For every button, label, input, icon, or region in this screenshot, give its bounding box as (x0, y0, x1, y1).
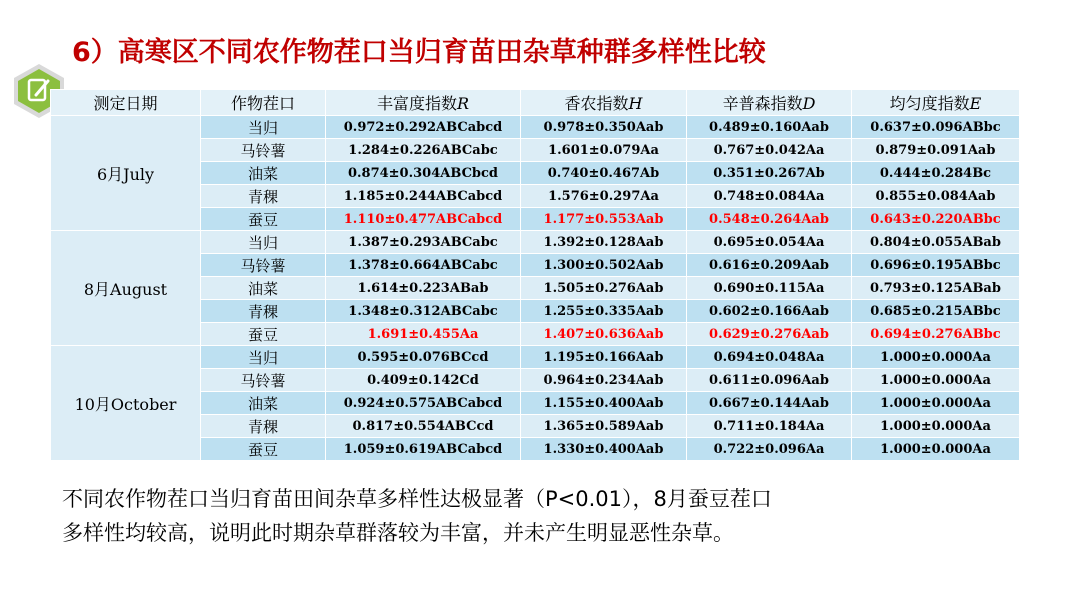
simpson-cell: 0.667±0.144Aab (687, 392, 852, 415)
simpson-cell: 0.351±0.267Ab (687, 162, 852, 185)
crop-cell: 油菜 (201, 277, 326, 300)
simpson-cell: 0.611±0.096Aab (687, 369, 852, 392)
shannon-cell: 1.155±0.400Aab (521, 392, 687, 415)
richness-cell: 0.409±0.142Cd (326, 369, 521, 392)
evenness-cell: 1.000±0.000Aa (852, 392, 1020, 415)
richness-cell: 1.284±0.226ABCabc (326, 139, 521, 162)
date-cell: 10月October (51, 346, 201, 461)
table-row (51, 346, 1020, 369)
simpson-cell: 0.722±0.096Aa (687, 438, 852, 461)
shannon-cell: 1.177±0.553Aab (521, 208, 687, 231)
evenness-cell: 1.000±0.000Aa (852, 369, 1020, 392)
richness-cell: 0.595±0.076BCcd (326, 346, 521, 369)
conclusion-text (62, 482, 1022, 550)
evenness-cell: 0.855±0.084Aab (852, 185, 1020, 208)
richness-cell: 0.874±0.304ABCbcd (326, 162, 521, 185)
shannon-cell: 1.407±0.636Aab (521, 323, 687, 346)
evenness-cell: 1.000±0.000Aa (852, 346, 1020, 369)
simpson-cell: 0.489±0.160Aab (687, 116, 852, 139)
header-crop: 作物茬口 (201, 90, 326, 116)
date-cell: 6月July (51, 116, 201, 231)
evenness-cell: 0.685±0.215ABbc (852, 300, 1020, 323)
conclusion-line-1: 不同农作物茬口当归育苗田间杂草多样性达极显著（P<0.01），8月蚕豆茬口 (62, 487, 772, 511)
crop-cell: 油菜 (201, 392, 326, 415)
crop-cell: 马铃薯 (201, 254, 326, 277)
richness-cell: 1.387±0.293ABCabc (326, 231, 521, 254)
date-cell: 8月August (51, 231, 201, 346)
crop-cell: 青稞 (201, 185, 326, 208)
simpson-cell: 0.602±0.166Aab (687, 300, 852, 323)
header-shannon: 香农指数H (521, 90, 687, 116)
shannon-cell: 1.300±0.502Aab (521, 254, 687, 277)
evenness-cell: 0.804±0.055ABab (852, 231, 1020, 254)
crop-cell: 青稞 (201, 415, 326, 438)
header-simpson: 辛普森指数D (687, 90, 852, 116)
richness-cell: 1.059±0.619ABCabcd (326, 438, 521, 461)
diversity-table (50, 89, 1020, 461)
evenness-cell: 0.696±0.195ABbc (852, 254, 1020, 277)
evenness-cell: 0.444±0.284Bc (852, 162, 1020, 185)
evenness-cell: 0.637±0.096ABbc (852, 116, 1020, 139)
header-evenness: 均匀度指数E (852, 90, 1020, 116)
simpson-cell: 0.748±0.084Aa (687, 185, 852, 208)
richness-cell: 1.378±0.664ABCabc (326, 254, 521, 277)
simpson-cell: 0.548±0.264Aab (687, 208, 852, 231)
richness-cell: 1.110±0.477ABCabcd (326, 208, 521, 231)
shannon-cell: 0.978±0.350Aab (521, 116, 687, 139)
table-row (51, 231, 1020, 254)
crop-cell: 油菜 (201, 162, 326, 185)
simpson-cell: 0.767±0.042Aa (687, 139, 852, 162)
richness-cell: 0.817±0.554ABCcd (326, 415, 521, 438)
shannon-cell: 1.392±0.128Aab (521, 231, 687, 254)
shannon-cell: 0.740±0.467Ab (521, 162, 687, 185)
crop-cell: 蚕豆 (201, 208, 326, 231)
richness-cell: 1.348±0.312ABCabc (326, 300, 521, 323)
shannon-cell: 1.330±0.400Aab (521, 438, 687, 461)
richness-cell: 1.185±0.244ABCabcd (326, 185, 521, 208)
crop-cell: 青稞 (201, 300, 326, 323)
shannon-cell: 1.505±0.276Aab (521, 277, 687, 300)
shannon-cell: 1.195±0.166Aab (521, 346, 687, 369)
simpson-cell: 0.711±0.184Aa (687, 415, 852, 438)
shannon-cell: 1.255±0.335Aab (521, 300, 687, 323)
header-date: 测定日期 (51, 90, 201, 116)
simpson-cell: 0.616±0.209Aab (687, 254, 852, 277)
simpson-cell: 0.695±0.054Aa (687, 231, 852, 254)
evenness-cell: 0.793±0.125ABab (852, 277, 1020, 300)
richness-cell: 1.614±0.223ABab (326, 277, 521, 300)
richness-cell: 0.972±0.292ABCabcd (326, 116, 521, 139)
crop-cell: 马铃薯 (201, 369, 326, 392)
shannon-cell: 1.365±0.589Aab (521, 415, 687, 438)
richness-cell: 0.924±0.575ABCabcd (326, 392, 521, 415)
crop-cell: 蚕豆 (201, 323, 326, 346)
table-header-row (51, 90, 1020, 116)
crop-cell: 蚕豆 (201, 438, 326, 461)
evenness-cell: 1.000±0.000Aa (852, 415, 1020, 438)
conclusion-line-2: 多样性均较高，说明此时期杂草群落较为丰富，并未产生明显恶性杂草。 (62, 521, 734, 545)
shannon-cell: 1.601±0.079Aa (521, 139, 687, 162)
crop-cell: 当归 (201, 346, 326, 369)
shannon-cell: 1.576±0.297Aa (521, 185, 687, 208)
shannon-cell: 0.964±0.234Aab (521, 369, 687, 392)
evenness-cell: 0.879±0.091Aab (852, 139, 1020, 162)
simpson-cell: 0.629±0.276Aab (687, 323, 852, 346)
slide-title: 6）高寒区不同农作物茬口当归育苗田杂草种群多样性比较 (72, 37, 766, 68)
richness-cell: 1.691±0.455Aa (326, 323, 521, 346)
evenness-cell: 0.694±0.276ABbc (852, 323, 1020, 346)
crop-cell: 当归 (201, 116, 326, 139)
simpson-cell: 0.690±0.115Aa (687, 277, 852, 300)
simpson-cell: 0.694±0.048Aa (687, 346, 852, 369)
header-richness: 丰富度指数R (326, 90, 521, 116)
crop-cell: 当归 (201, 231, 326, 254)
evenness-cell: 1.000±0.000Aa (852, 438, 1020, 461)
table-row (51, 116, 1020, 139)
evenness-cell: 0.643±0.220ABbc (852, 208, 1020, 231)
crop-cell: 马铃薯 (201, 139, 326, 162)
